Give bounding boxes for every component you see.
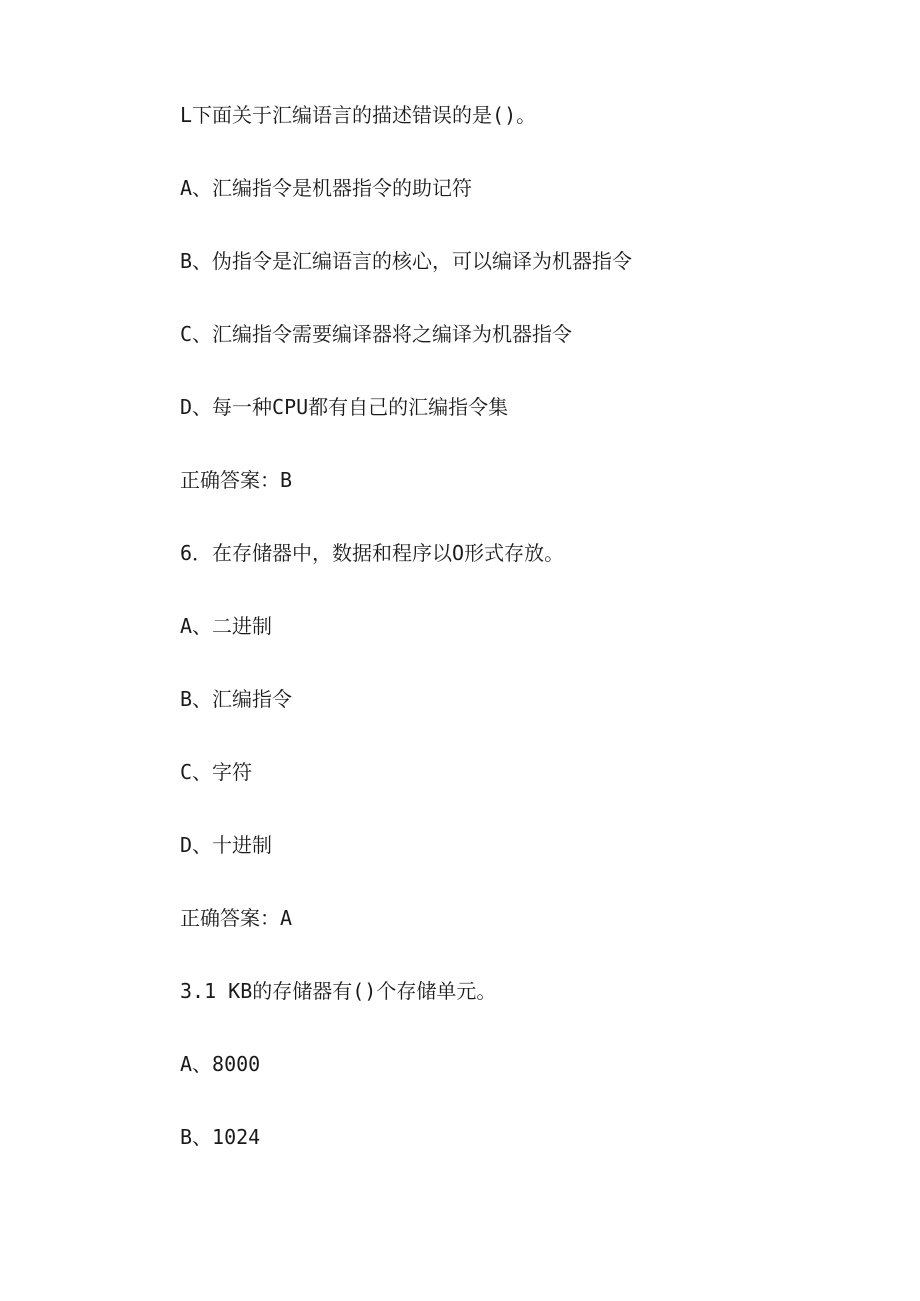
question-6-option-b: B、汇编指令 bbox=[180, 687, 293, 711]
question-5-option-d: D、每一种CPU都有自己的汇编指令集 bbox=[180, 395, 509, 419]
question-5-option-c: C、汇编指令需要编译器将之编译为机器指令 bbox=[180, 322, 573, 346]
question-6-option-c: C、字符 bbox=[180, 760, 253, 784]
question-5-text: L下面关于汇编语言的描述错误的是()。 bbox=[180, 103, 537, 127]
question-6-option-d: D、十进制 bbox=[180, 833, 273, 857]
question-3-text: 3.1 KB的存储器有()个存储单元。 bbox=[180, 979, 497, 1003]
question-6-text: 6．在存储器中，数据和程序以O形式存放。 bbox=[180, 541, 565, 565]
question-6-option-a: A、二进制 bbox=[180, 614, 273, 638]
question-3-option-a: A、8000 bbox=[180, 1052, 261, 1076]
question-5-option-b: B、伪指令是汇编语言的核心，可以编译为机器指令 bbox=[180, 249, 633, 273]
question-6-answer: 正确答案：A bbox=[180, 906, 293, 930]
question-5-option-a: A、汇编指令是机器指令的助记符 bbox=[180, 176, 473, 200]
question-3-option-b: B、1024 bbox=[180, 1125, 261, 1149]
question-5-answer: 正确答案：B bbox=[180, 468, 293, 492]
